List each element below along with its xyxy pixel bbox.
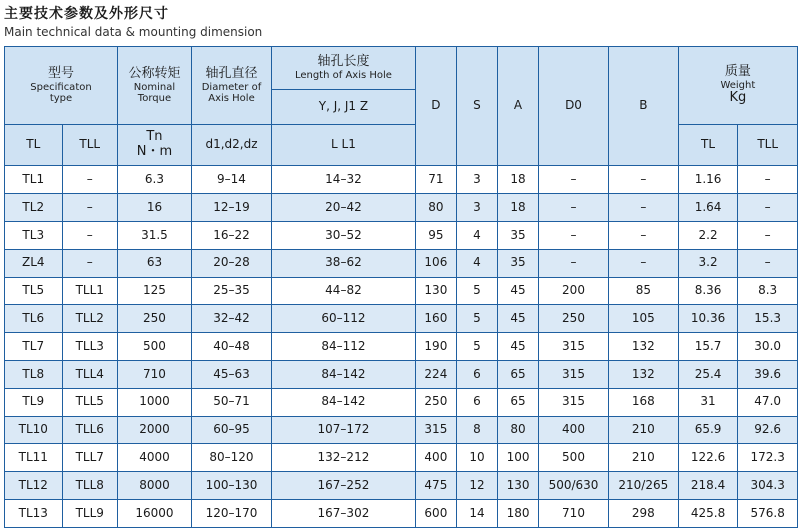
- header-weight-en: Weight: [720, 79, 756, 91]
- cell-torque: 31.5: [117, 222, 191, 250]
- cell-torque: 63: [117, 249, 191, 277]
- cell-weight-tll: –: [738, 166, 798, 194]
- cell-bore-length: 167–252: [272, 472, 416, 500]
- cell-bore-diameter: 32–42: [191, 305, 271, 333]
- table-row: [5, 277, 798, 305]
- cell-a: 35: [498, 249, 539, 277]
- header-length-sym: L L1: [272, 125, 416, 166]
- header-model-cn: 型号: [47, 65, 74, 81]
- cell-weight-tll: 172.3: [738, 444, 798, 472]
- cell-torque: 710: [117, 361, 191, 389]
- cell-s: 3: [456, 194, 497, 222]
- cell-s: 6: [456, 361, 497, 389]
- cell-model-tll: TLL3: [62, 333, 117, 361]
- cell-bore-diameter: 25–35: [191, 277, 271, 305]
- cell-model-tl: TL9: [5, 388, 63, 416]
- cell-a: 130: [498, 472, 539, 500]
- cell-weight-tll: –: [738, 249, 798, 277]
- cell-b: –: [608, 222, 678, 250]
- cell-torque: 2000: [117, 416, 191, 444]
- header-length: [272, 47, 416, 90]
- cell-model-tl: TL8: [5, 361, 63, 389]
- table-row: [5, 361, 798, 389]
- cell-b: 210/265: [608, 472, 678, 500]
- cell-d: 224: [415, 361, 456, 389]
- cell-weight-tl: 10.36: [678, 305, 738, 333]
- cell-weight-tl: 65.9: [678, 416, 738, 444]
- table-row: [5, 500, 798, 528]
- header-length-cn: 轴孔长度: [317, 53, 370, 69]
- cell-bore-length: 84–142: [272, 388, 416, 416]
- header-torque-units: [117, 125, 191, 166]
- cell-s: 8: [456, 416, 497, 444]
- header-weight-tll: TLL: [738, 125, 798, 166]
- cell-weight-tll: 39.6: [738, 361, 798, 389]
- cell-model-tll: TLL9: [62, 500, 117, 528]
- cell-weight-tll: 576.8: [738, 500, 798, 528]
- header-torque: [117, 47, 191, 125]
- cell-torque: 500: [117, 333, 191, 361]
- cell-s: 6: [456, 388, 497, 416]
- cell-d: 80: [415, 194, 456, 222]
- header-weight: [678, 47, 797, 125]
- table-row: [5, 416, 798, 444]
- cell-model-tl: TL6: [5, 305, 63, 333]
- cell-weight-tll: 8.3: [738, 277, 798, 305]
- header-model: [5, 47, 118, 125]
- header-model-en2: type: [49, 93, 73, 105]
- cell-d0: 400: [539, 416, 609, 444]
- cell-b: 298: [608, 500, 678, 528]
- header-torque-en2: Torque: [137, 93, 172, 105]
- page-title: 主要技术参数及外形尺寸: [4, 6, 169, 22]
- cell-model-tl: TL2: [5, 194, 63, 222]
- cell-s: 10: [456, 444, 497, 472]
- header-d0: D0: [539, 47, 609, 166]
- cell-model-tll: TLL8: [62, 472, 117, 500]
- cell-d: 400: [415, 444, 456, 472]
- cell-d0: 315: [539, 361, 609, 389]
- table-row: [5, 166, 798, 194]
- cell-torque: 1000: [117, 388, 191, 416]
- cell-b: 105: [608, 305, 678, 333]
- header-length-types: Y, J, J1 Z: [272, 90, 416, 125]
- table-row: [5, 305, 798, 333]
- cell-a: 35: [498, 222, 539, 250]
- cell-torque: 125: [117, 277, 191, 305]
- cell-a: 45: [498, 277, 539, 305]
- cell-model-tl: TL5: [5, 277, 63, 305]
- cell-torque: 6.3: [117, 166, 191, 194]
- cell-s: 4: [456, 249, 497, 277]
- header-torque-en1: Nominal: [133, 81, 176, 93]
- cell-b: –: [608, 249, 678, 277]
- cell-a: 18: [498, 166, 539, 194]
- cell-model-tll: TLL7: [62, 444, 117, 472]
- cell-d: 130: [415, 277, 456, 305]
- cell-model-tl: TL7: [5, 333, 63, 361]
- cell-a: 45: [498, 333, 539, 361]
- cell-a: 65: [498, 388, 539, 416]
- cell-weight-tl: 1.64: [678, 194, 738, 222]
- cell-model-tll: TLL6: [62, 416, 117, 444]
- cell-bore-length: 132–212: [272, 444, 416, 472]
- cell-weight-tll: –: [738, 194, 798, 222]
- table-row: [5, 194, 798, 222]
- cell-model-tl: TL12: [5, 472, 63, 500]
- cell-torque: 4000: [117, 444, 191, 472]
- cell-d0: –: [539, 194, 609, 222]
- cell-bore-diameter: 40–48: [191, 333, 271, 361]
- cell-a: 18: [498, 194, 539, 222]
- cell-d: 600: [415, 500, 456, 528]
- cell-model-tll: TLL4: [62, 361, 117, 389]
- cell-weight-tl: 425.8: [678, 500, 738, 528]
- cell-d0: 500/630: [539, 472, 609, 500]
- cell-weight-tl: 25.4: [678, 361, 738, 389]
- cell-torque: 16000: [117, 500, 191, 528]
- cell-bore-diameter: 20–28: [191, 249, 271, 277]
- header-bore: [191, 47, 271, 125]
- cell-torque: 16: [117, 194, 191, 222]
- cell-weight-tl: 8.36: [678, 277, 738, 305]
- cell-a: 180: [498, 500, 539, 528]
- table-row: [5, 249, 798, 277]
- cell-d0: 710: [539, 500, 609, 528]
- cell-a: 80: [498, 416, 539, 444]
- cell-bore-length: 84–142: [272, 361, 416, 389]
- cell-bore-diameter: 120–170: [191, 500, 271, 528]
- cell-bore-length: 44–82: [272, 277, 416, 305]
- cell-s: 5: [456, 333, 497, 361]
- cell-b: 210: [608, 416, 678, 444]
- cell-bore-diameter: 9–14: [191, 166, 271, 194]
- table-row: [5, 472, 798, 500]
- header-torque-unit: N・m: [136, 144, 173, 160]
- cell-s: 4: [456, 222, 497, 250]
- cell-weight-tl: 3.2: [678, 249, 738, 277]
- cell-s: 14: [456, 500, 497, 528]
- cell-model-tl: TL10: [5, 416, 63, 444]
- cell-bore-length: 20–42: [272, 194, 416, 222]
- cell-b: –: [608, 194, 678, 222]
- cell-model-tll: –: [62, 222, 117, 250]
- cell-model-tl: TL3: [5, 222, 63, 250]
- cell-b: 132: [608, 333, 678, 361]
- cell-b: 210: [608, 444, 678, 472]
- cell-weight-tll: 30.0: [738, 333, 798, 361]
- header-bore-sym: d1,d2,dz: [191, 125, 271, 166]
- table-row: [5, 333, 798, 361]
- cell-bore-diameter: 16–22: [191, 222, 271, 250]
- cell-weight-tl: 218.4: [678, 472, 738, 500]
- header-length-en: Length of Axis Hole: [294, 69, 392, 81]
- cell-model-tll: TLL2: [62, 305, 117, 333]
- header-model-en1: Specificaton: [30, 81, 92, 93]
- cell-model-tll: TLL1: [62, 277, 117, 305]
- table-row: [5, 444, 798, 472]
- header-bore-en1: Diameter of: [201, 81, 262, 93]
- header-sub-tll: TLL: [62, 125, 117, 166]
- spec-table: [4, 46, 798, 528]
- table-row: [5, 222, 798, 250]
- cell-weight-tl: 31: [678, 388, 738, 416]
- header-a: A: [498, 47, 539, 166]
- cell-weight-tl: 1.16: [678, 166, 738, 194]
- cell-d0: 315: [539, 388, 609, 416]
- cell-model-tll: TLL5: [62, 388, 117, 416]
- cell-d: 250: [415, 388, 456, 416]
- cell-a: 65: [498, 361, 539, 389]
- cell-bore-length: 38–62: [272, 249, 416, 277]
- cell-bore-diameter: 45–63: [191, 361, 271, 389]
- cell-model-tl: TL11: [5, 444, 63, 472]
- table-row: [5, 388, 798, 416]
- cell-s: 12: [456, 472, 497, 500]
- cell-weight-tll: –: [738, 222, 798, 250]
- cell-bore-length: 167–302: [272, 500, 416, 528]
- header-weight-cn: 质量: [724, 63, 751, 79]
- cell-d0: 250: [539, 305, 609, 333]
- cell-weight-tl: 15.7: [678, 333, 738, 361]
- header-bore-en2: Axis Hole: [208, 93, 255, 105]
- cell-d: 71: [415, 166, 456, 194]
- header-weight-tl: TL: [678, 125, 738, 166]
- cell-d0: –: [539, 222, 609, 250]
- cell-bore-length: 14–32: [272, 166, 416, 194]
- cell-bore-diameter: 12–19: [191, 194, 271, 222]
- cell-b: –: [608, 166, 678, 194]
- cell-d: 160: [415, 305, 456, 333]
- cell-s: 5: [456, 305, 497, 333]
- cell-d: 95: [415, 222, 456, 250]
- cell-a: 45: [498, 305, 539, 333]
- cell-s: 5: [456, 277, 497, 305]
- cell-b: 132: [608, 361, 678, 389]
- cell-b: 85: [608, 277, 678, 305]
- cell-bore-diameter: 80–120: [191, 444, 271, 472]
- cell-model-tl: TL1: [5, 166, 63, 194]
- cell-a: 100: [498, 444, 539, 472]
- header-b: B: [608, 47, 678, 166]
- cell-d0: 315: [539, 333, 609, 361]
- header-weight-unit: Kg: [729, 90, 747, 106]
- cell-weight-tl: 2.2: [678, 222, 738, 250]
- header-torque-cn: 公称转矩: [128, 65, 181, 81]
- cell-bore-diameter: 60–95: [191, 416, 271, 444]
- cell-model-tll: –: [62, 249, 117, 277]
- cell-d: 315: [415, 416, 456, 444]
- cell-bore-diameter: 100–130: [191, 472, 271, 500]
- cell-bore-length: 107–172: [272, 416, 416, 444]
- header-d: D: [415, 47, 456, 166]
- header-torque-sym: Tn: [146, 129, 163, 145]
- cell-s: 3: [456, 166, 497, 194]
- cell-d0: 200: [539, 277, 609, 305]
- cell-b: 168: [608, 388, 678, 416]
- cell-weight-tll: 92.6: [738, 416, 798, 444]
- cell-weight-tll: 47.0: [738, 388, 798, 416]
- cell-bore-length: 84–112: [272, 333, 416, 361]
- cell-model-tl: TL13: [5, 500, 63, 528]
- page-subtitle: Main technical data & mounting dimension: [4, 25, 263, 39]
- cell-weight-tl: 122.6: [678, 444, 738, 472]
- cell-d0: –: [539, 249, 609, 277]
- cell-model-tll: –: [62, 194, 117, 222]
- cell-torque: 250: [117, 305, 191, 333]
- cell-model-tll: –: [62, 166, 117, 194]
- header-bore-cn: 轴孔直径: [205, 65, 258, 81]
- cell-d: 190: [415, 333, 456, 361]
- cell-model-tl: ZL4: [5, 249, 63, 277]
- header-s: S: [456, 47, 497, 166]
- cell-d0: –: [539, 166, 609, 194]
- cell-d: 106: [415, 249, 456, 277]
- cell-bore-diameter: 50–71: [191, 388, 271, 416]
- cell-bore-length: 60–112: [272, 305, 416, 333]
- cell-d0: 500: [539, 444, 609, 472]
- cell-weight-tll: 15.3: [738, 305, 798, 333]
- cell-weight-tll: 304.3: [738, 472, 798, 500]
- cell-d: 475: [415, 472, 456, 500]
- cell-bore-length: 30–52: [272, 222, 416, 250]
- header-sub-tl: TL: [5, 125, 63, 166]
- cell-torque: 8000: [117, 472, 191, 500]
